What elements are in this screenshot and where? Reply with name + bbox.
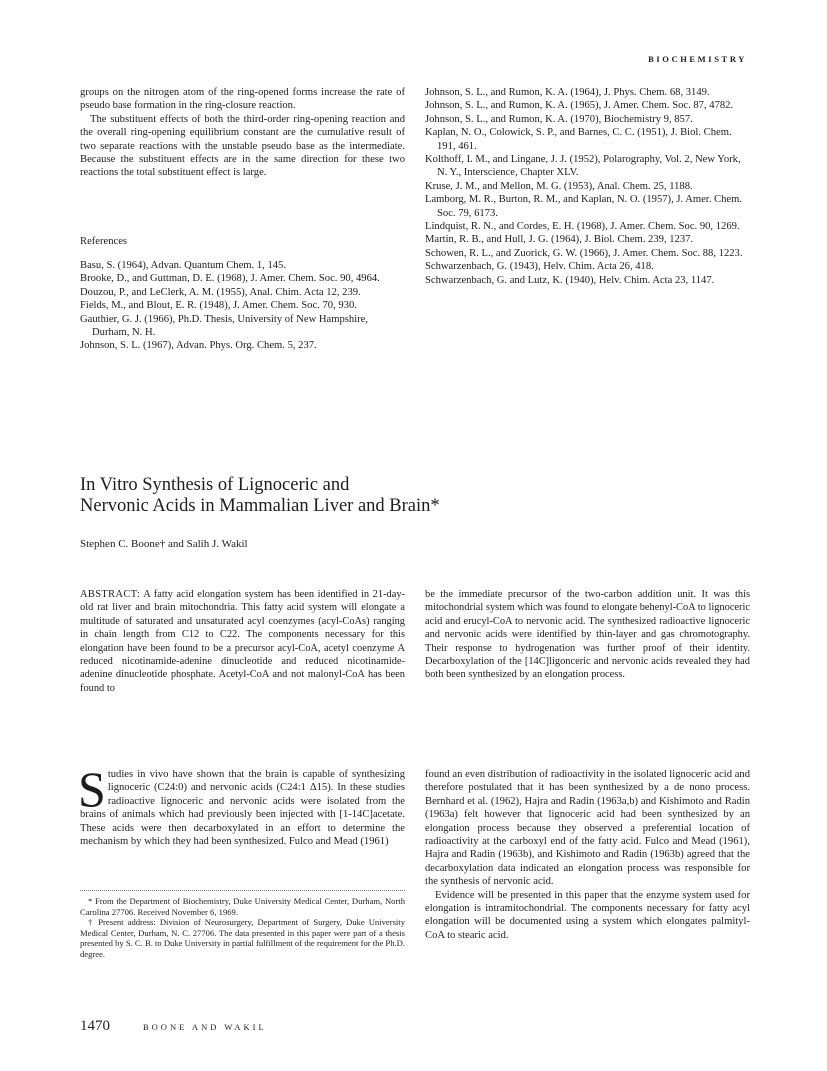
- body-paragraph-1: tudies in vivo have shown that the brain is capable of synthesizing lignoceric (C24:0) and nervonic acids (C24:1 Δ15). In these studies radioactive lignoceric and nervonic acids were isolated from the brains of animals which had previously been injected with [1-14C]acetate. These acids were then decarboxylated in an effort to determine the mechanism by which they had been synthesized. Fulco and Mead (1961): [80, 769, 405, 848]
- journal-name: BIOCHEMISTRY: [648, 54, 747, 64]
- reference-item: Kaplan, N. O., Colowick, S. P., and Barnes, C. C. (1951), J. Biol. Chem. 191, 461.: [425, 127, 732, 152]
- reference-item: Gauthier, G. J. (1966), Ph.D. Thesis, University of New Hampshire, Durham, N. H.: [80, 313, 369, 339]
- article-title-line-2: Nervonic Acids in Mammalian Liver and Brain*: [80, 496, 440, 516]
- references-heading: References: [80, 236, 128, 247]
- footnote-divider: [80, 890, 405, 891]
- body-right-column: [425, 768, 750, 942]
- reference-item: Johnson, S. L. (1967), Advan. Phys. Org. Chem. 5, 237.: [80, 340, 317, 352]
- references-list-left: [80, 259, 405, 353]
- abstract-label: ABSTRACT:: [80, 589, 141, 600]
- abstract-right: [425, 588, 750, 682]
- reference-item: Schowen, R. L., and Zuorick, G. W. (1966), J. Amer. Chem. Soc. 88, 1223.: [425, 247, 743, 259]
- reference-item: Lamborg, M. R., Burton, R. M., and Kaplan, N. O. (1957), J. Amer. Chem. Soc. 79, 6173.: [425, 194, 743, 219]
- reference-item: Johnson, S. L., and Rumon, K. A. (1965), J. Amer. Chem. Soc. 87, 4782.: [425, 100, 734, 112]
- abstract-left: [80, 588, 405, 695]
- body-paragraph-2: found an even distribution of radioactivity in the isolated lignoceric acid and therefore postulated that it has been synthesized by a de nono process. Bernhard et al. (1962), Hajra and Radin (1963a,b) and Kishimoto and Radin (1963a) felt however that lignoceric acid had been synthesized by an elongation process because they observed a preferential location of radioactivity at the carboxyl end of the fatty acid. Fulco and Mead (1961), Hajra and Radin (1963b), and Kishimoto and Radin (1963b) agreed that the decarboxylation data indicated an elongation process was responsible for the synthesis of nervonic acid.: [425, 769, 750, 888]
- reference-item: Fields, M., and Blout, E. R. (1948), J. Amer. Chem. Soc. 70, 930.: [80, 300, 357, 312]
- footnotes: [80, 896, 405, 960]
- reference-item: Kruse, J. M., and Mellon, M. G. (1953), Anal. Chem. 25, 1188.: [425, 180, 693, 192]
- drop-cap: S: [78, 761, 106, 817]
- reference-item: Schwarzenbach, G. (1943), Helv. Chim. Acta 26, 418.: [425, 261, 654, 273]
- page-number: 1470: [80, 1018, 110, 1034]
- reference-item: Lindquist, R. N., and Cordes, E. H. (1968), J. Amer. Chem. Soc. 90, 1269.: [425, 221, 740, 233]
- article-title: [80, 475, 440, 517]
- abstract-text-left: A fatty acid elongation system has been identified in 21-day-old rat liver and brain mitochondria. This fatty acid system will elongate a multitude of saturated and unsaturated acyl coenzymes (acyl-CoAs) ranging in chain length from C12 to C22. The components necessary for this elongation have been found to be a precursor acyl-CoA, acetyl coenzyme A reduced nicotinamide-adenine dinucleotide and reduced nicotinamide-adenine dinucleotide phosphate. Acetyl-CoA and not malonyl-CoA has been found to: [80, 589, 405, 694]
- reference-item: Martin, R. B., and Hull, J. G. (1964), J. Biol. Chem. 239, 1237.: [425, 234, 694, 246]
- reference-item: Johnson, S. L., and Rumon, K. A. (1964), J. Phys. Chem. 68, 3149.: [425, 87, 710, 98]
- reference-item: Johnson, S. L., and Rumon, K. A. (1970), Biochemistry 9, 857.: [425, 113, 693, 125]
- reference-item: Douzou, P., and LeClerk, A. M. (1955), Anal. Chim. Acta 12, 239.: [80, 286, 361, 298]
- abstract-text-right: be the immediate precursor of the two-carbon addition unit. It was this mitochondrial system which was found to elongate behenyl-CoA to lignoceric acid and erucyl-CoA to nervonic acid. The synthesized radioactive lignoceric and nervonic acids were identified by thin-layer and gas chromotography. Their response to hydrogenation was further proof of their identity. Decarboxylation of the [14C]ligonceric and nervonic acids revealed they had both been synthesized by an elongation process.: [425, 589, 750, 681]
- reference-item: Brooke, D., and Guttman, D. E. (1968), J. Amer. Chem. Soc. 90, 4964.: [80, 273, 380, 285]
- article-authors: Stephen C. Boone† and Salih J. Wakil: [80, 538, 248, 550]
- running-head: BOONE AND WAKIL: [143, 1022, 267, 1032]
- article-title-line-1: In Vitro Synthesis of Lignoceric and: [80, 475, 350, 495]
- prev-article-paragraph-2: The substituent effects of both the third-order ring-opening reaction and the overall ring-opening equilibrium constant are the cumulative result of two separate reactions with the unstable pseudo base as the intermediate. Because the substituent effects are in the same direction for these two reactions the total substituent effect is large.: [80, 113, 405, 179]
- footnote-affiliation: * From the Department of Biochemistry, Duke University Medical Center, Durham, North Carolina 27706. Received November 6, 1969.: [80, 896, 405, 917]
- reference-item: Kolthoff, I. M., and Lingane, J. J. (1952), Polarography, Vol. 2, New York, N. Y., Interscience, Chapter XLV.: [425, 154, 741, 179]
- body-left-column: [78, 761, 405, 848]
- prev-article-paragraph-1: groups on the nitrogen atom of the ring-opened forms increase the rate of pseudo base formation in the ring-closure reaction.: [80, 87, 405, 112]
- prev-article-left-column: [80, 86, 405, 180]
- reference-item: Basu, S. (1964), Advan. Quantum Chem. 1, 145.: [80, 260, 286, 271]
- footnote-present-address: † Present address: Division of Neurosurgery, Department of Surgery, Duke University Medical Center, Durham, N. C. 27706. The data presented in this paper were part of a thesis presented by S. C. B. to Duke University in partial fulfillment of the requirement for the Ph.D. degree.: [80, 917, 405, 959]
- body-paragraph-3: Evidence will be presented in this paper that the enzyme system used for elongation is intramitochondrial. The components necessary for fatty acyl elongation will be documented using a system which elongates palmityl-CoA to stearic acid.: [425, 889, 750, 941]
- reference-item: Schwarzenbach, G. and Lutz, K. (1940), Helv. Chim. Acta 23, 1147.: [425, 274, 715, 286]
- references-list-right: [425, 86, 750, 287]
